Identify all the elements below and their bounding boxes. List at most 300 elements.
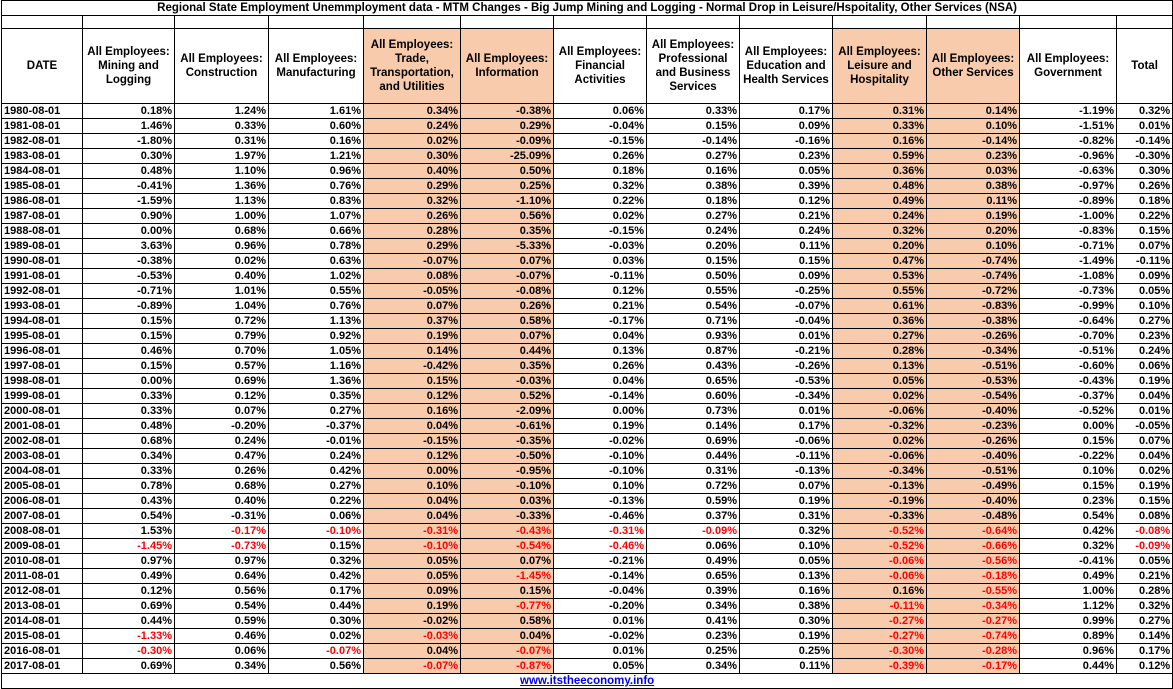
- date-cell: 1986-08-01: [2, 194, 83, 209]
- value-cell: 0.55%: [833, 284, 927, 299]
- value-cell: 0.23%: [927, 149, 1020, 164]
- value-cell: 0.01%: [740, 404, 833, 419]
- value-cell: 0.14%: [647, 419, 740, 434]
- value-cell: 1.01%: [175, 284, 269, 299]
- value-cell: 1.04%: [175, 299, 269, 314]
- value-cell: -0.34%: [740, 389, 833, 404]
- value-cell: 0.00%: [83, 224, 175, 239]
- value-cell: -1.49%: [1020, 254, 1117, 269]
- table-row: [2, 374, 1173, 389]
- value-cell: -1.00%: [1020, 209, 1117, 224]
- value-cell: -0.66%: [927, 539, 1020, 554]
- value-cell: 0.03%: [554, 254, 647, 269]
- value-cell: -0.40%: [927, 494, 1020, 509]
- value-cell: -0.52%: [833, 524, 927, 539]
- value-cell: -0.14%: [554, 569, 647, 584]
- value-cell: 0.12%: [1117, 659, 1173, 674]
- value-cell: 0.16%: [364, 404, 461, 419]
- value-cell: -0.72%: [927, 284, 1020, 299]
- table-row: [2, 269, 1173, 284]
- value-cell: -0.74%: [927, 629, 1020, 644]
- value-cell: 0.14%: [927, 104, 1020, 119]
- value-cell: 0.07%: [175, 404, 269, 419]
- value-cell: 0.22%: [1117, 209, 1173, 224]
- value-cell: -0.27%: [833, 629, 927, 644]
- value-cell: 0.65%: [647, 569, 740, 584]
- header-row: [2, 29, 1173, 104]
- value-cell: -0.10%: [554, 464, 647, 479]
- value-cell: -0.01%: [269, 434, 364, 449]
- value-cell: -0.77%: [461, 599, 554, 614]
- value-cell: 0.34%: [647, 659, 740, 674]
- value-cell: 0.87%: [647, 344, 740, 359]
- value-cell: 0.17%: [1117, 644, 1173, 659]
- value-cell: 0.15%: [647, 254, 740, 269]
- value-cell: 0.20%: [833, 239, 927, 254]
- date-cell: 1996-08-01: [2, 344, 83, 359]
- col-header-construction: All Employees: Construction: [175, 29, 269, 104]
- value-cell: -0.14%: [927, 134, 1020, 149]
- value-cell: 0.24%: [740, 224, 833, 239]
- date-cell: 2007-08-01: [2, 509, 83, 524]
- value-cell: -1.45%: [83, 539, 175, 554]
- value-cell: -0.02%: [554, 434, 647, 449]
- value-cell: 0.34%: [364, 104, 461, 119]
- value-cell: 0.13%: [554, 344, 647, 359]
- value-cell: -0.73%: [1020, 284, 1117, 299]
- value-cell: 0.25%: [647, 644, 740, 659]
- value-cell: 0.59%: [647, 494, 740, 509]
- value-cell: 0.24%: [833, 209, 927, 224]
- value-cell: -0.34%: [927, 599, 1020, 614]
- value-cell: 0.58%: [461, 314, 554, 329]
- col-header-mining-logging: All Employees: Mining and Logging: [83, 29, 175, 104]
- value-cell: 0.47%: [833, 254, 927, 269]
- value-cell: 0.43%: [83, 494, 175, 509]
- value-cell: 0.42%: [269, 569, 364, 584]
- value-cell: 0.76%: [269, 179, 364, 194]
- value-cell: -0.71%: [83, 284, 175, 299]
- value-cell: -0.23%: [927, 419, 1020, 434]
- value-cell: 0.37%: [647, 509, 740, 524]
- table-row: [2, 239, 1173, 254]
- value-cell: 1.36%: [175, 179, 269, 194]
- date-cell: 1987-08-01: [2, 209, 83, 224]
- value-cell: 0.05%: [740, 554, 833, 569]
- value-cell: 0.72%: [647, 479, 740, 494]
- value-cell: 0.65%: [647, 374, 740, 389]
- value-cell: 0.97%: [175, 554, 269, 569]
- value-cell: 0.20%: [647, 239, 740, 254]
- value-cell: -0.82%: [1020, 134, 1117, 149]
- value-cell: 0.24%: [1117, 344, 1173, 359]
- value-cell: 0.41%: [647, 614, 740, 629]
- value-cell: 0.10%: [554, 479, 647, 494]
- value-cell: 0.01%: [740, 329, 833, 344]
- value-cell: -0.42%: [364, 359, 461, 374]
- value-cell: -0.11%: [740, 449, 833, 464]
- date-cell: 1980-08-01: [2, 104, 83, 119]
- value-cell: -0.53%: [83, 269, 175, 284]
- value-cell: 0.01%: [1117, 404, 1173, 419]
- col-header-financial-activities: All Employees: Financial Activities: [554, 29, 647, 104]
- table-row: [2, 359, 1173, 374]
- value-cell: -1.80%: [83, 134, 175, 149]
- value-cell: 0.27%: [647, 209, 740, 224]
- value-cell: 0.26%: [554, 149, 647, 164]
- col-header-information: All Employees: Information: [461, 29, 554, 104]
- value-cell: -0.41%: [83, 179, 175, 194]
- value-cell: 0.96%: [1020, 644, 1117, 659]
- value-cell: 0.08%: [1117, 509, 1173, 524]
- value-cell: -0.07%: [461, 644, 554, 659]
- value-cell: -0.13%: [740, 464, 833, 479]
- value-cell: -0.74%: [927, 254, 1020, 269]
- value-cell: 0.37%: [364, 314, 461, 329]
- value-cell: 0.18%: [647, 194, 740, 209]
- value-cell: -0.43%: [461, 524, 554, 539]
- value-cell: 0.07%: [740, 479, 833, 494]
- value-cell: 0.04%: [1117, 389, 1173, 404]
- table-row: [2, 419, 1173, 434]
- value-cell: 0.19%: [1117, 374, 1173, 389]
- value-cell: -0.08%: [1117, 524, 1173, 539]
- date-cell: 2009-08-01: [2, 539, 83, 554]
- value-cell: -0.10%: [554, 449, 647, 464]
- table-row: [2, 449, 1173, 464]
- value-cell: 0.12%: [364, 449, 461, 464]
- value-cell: 0.35%: [461, 224, 554, 239]
- value-cell: 0.38%: [740, 599, 833, 614]
- value-cell: -2.09%: [461, 404, 554, 419]
- value-cell: -0.03%: [461, 374, 554, 389]
- value-cell: 0.15%: [83, 314, 175, 329]
- value-cell: 1.12%: [1020, 599, 1117, 614]
- value-cell: 0.11%: [927, 194, 1020, 209]
- value-cell: 0.02%: [833, 389, 927, 404]
- value-cell: 0.23%: [1020, 494, 1117, 509]
- date-cell: 2016-08-01: [2, 644, 83, 659]
- value-cell: -0.06%: [833, 404, 927, 419]
- table-row: [2, 464, 1173, 479]
- table-row: [2, 434, 1173, 449]
- table-row: [2, 599, 1173, 614]
- value-cell: 0.23%: [647, 629, 740, 644]
- value-cell: 0.54%: [1020, 509, 1117, 524]
- value-cell: -0.64%: [927, 524, 1020, 539]
- value-cell: 0.15%: [647, 119, 740, 134]
- value-cell: -0.30%: [833, 644, 927, 659]
- value-cell: -0.04%: [740, 314, 833, 329]
- value-cell: -0.25%: [740, 284, 833, 299]
- value-cell: 0.22%: [269, 494, 364, 509]
- value-cell: -0.17%: [175, 524, 269, 539]
- value-cell: -0.05%: [1117, 419, 1173, 434]
- date-cell: 2006-08-01: [2, 494, 83, 509]
- value-cell: 0.04%: [364, 494, 461, 509]
- value-cell: -0.11%: [554, 269, 647, 284]
- value-cell: 0.66%: [269, 224, 364, 239]
- value-cell: 0.96%: [175, 239, 269, 254]
- table-row: [2, 404, 1173, 419]
- value-cell: 0.01%: [1117, 119, 1173, 134]
- value-cell: 0.72%: [175, 314, 269, 329]
- footer-link[interactable]: www.itstheeconomy.info: [520, 675, 655, 687]
- value-cell: -0.06%: [833, 554, 927, 569]
- value-cell: -0.07%: [364, 659, 461, 674]
- value-cell: 0.78%: [83, 479, 175, 494]
- value-cell: 0.78%: [269, 239, 364, 254]
- value-cell: 0.09%: [364, 584, 461, 599]
- value-cell: -0.87%: [461, 659, 554, 674]
- value-cell: 0.59%: [833, 149, 927, 164]
- value-cell: -1.19%: [1020, 104, 1117, 119]
- value-cell: -0.53%: [740, 374, 833, 389]
- value-cell: 0.05%: [1117, 554, 1173, 569]
- table-row: [2, 629, 1173, 644]
- table-row: [2, 104, 1173, 119]
- table-row: [2, 344, 1173, 359]
- value-cell: -0.11%: [833, 599, 927, 614]
- date-cell: 1989-08-01: [2, 239, 83, 254]
- value-cell: 0.16%: [833, 584, 927, 599]
- date-cell: 2008-08-01: [2, 524, 83, 539]
- value-cell: 0.31%: [175, 134, 269, 149]
- value-cell: -0.15%: [554, 134, 647, 149]
- value-cell: 0.36%: [833, 314, 927, 329]
- value-cell: 0.46%: [83, 344, 175, 359]
- value-cell: 0.26%: [175, 464, 269, 479]
- value-cell: -0.99%: [1020, 299, 1117, 314]
- value-cell: -0.02%: [364, 614, 461, 629]
- date-cell: 2017-08-01: [2, 659, 83, 674]
- date-cell: 2014-08-01: [2, 614, 83, 629]
- value-cell: 0.27%: [647, 149, 740, 164]
- value-cell: 0.26%: [364, 209, 461, 224]
- value-cell: 0.02%: [269, 629, 364, 644]
- date-cell: 2001-08-01: [2, 419, 83, 434]
- col-header-education-health: All Employees: Education and Health Services: [740, 29, 833, 104]
- value-cell: -0.30%: [83, 644, 175, 659]
- value-cell: 0.15%: [1020, 479, 1117, 494]
- table-row: [2, 179, 1173, 194]
- value-cell: 1.24%: [175, 104, 269, 119]
- value-cell: 0.28%: [364, 224, 461, 239]
- value-cell: 0.48%: [83, 419, 175, 434]
- value-cell: -0.51%: [927, 359, 1020, 374]
- value-cell: 0.13%: [833, 359, 927, 374]
- table-row: [2, 254, 1173, 269]
- value-cell: -0.61%: [461, 419, 554, 434]
- value-cell: -0.20%: [175, 419, 269, 434]
- footer-cell: [2, 674, 1173, 689]
- value-cell: 0.28%: [1117, 584, 1173, 599]
- value-cell: 0.30%: [740, 614, 833, 629]
- value-cell: -0.14%: [647, 134, 740, 149]
- value-cell: 0.07%: [364, 299, 461, 314]
- value-cell: 0.12%: [83, 584, 175, 599]
- value-cell: 1.02%: [269, 269, 364, 284]
- value-cell: 1.97%: [175, 149, 269, 164]
- value-cell: 1.10%: [175, 164, 269, 179]
- value-cell: 0.27%: [269, 404, 364, 419]
- value-cell: 0.04%: [1117, 449, 1173, 464]
- value-cell: 0.12%: [740, 194, 833, 209]
- value-cell: -0.48%: [927, 509, 1020, 524]
- value-cell: -0.10%: [269, 524, 364, 539]
- value-cell: 0.30%: [83, 149, 175, 164]
- value-cell: 0.15%: [83, 329, 175, 344]
- value-cell: 0.33%: [83, 464, 175, 479]
- value-cell: -0.40%: [927, 449, 1020, 464]
- value-cell: 0.16%: [269, 134, 364, 149]
- value-cell: -0.38%: [927, 314, 1020, 329]
- date-cell: 1995-08-01: [2, 329, 83, 344]
- date-cell: 2004-08-01: [2, 464, 83, 479]
- value-cell: -0.95%: [461, 464, 554, 479]
- value-cell: -0.13%: [833, 479, 927, 494]
- value-cell: 0.48%: [83, 164, 175, 179]
- table-row: [2, 224, 1173, 239]
- table-row: [2, 194, 1173, 209]
- value-cell: -0.64%: [1020, 314, 1117, 329]
- value-cell: -0.71%: [1020, 239, 1117, 254]
- value-cell: 0.44%: [83, 614, 175, 629]
- value-cell: -0.27%: [833, 614, 927, 629]
- value-cell: 0.02%: [554, 209, 647, 224]
- value-cell: -0.35%: [461, 434, 554, 449]
- date-cell: 1982-08-01: [2, 134, 83, 149]
- value-cell: 0.05%: [364, 554, 461, 569]
- value-cell: 0.05%: [364, 569, 461, 584]
- spacer-row: [2, 16, 1173, 29]
- value-cell: 0.53%: [833, 269, 927, 284]
- value-cell: 0.34%: [175, 659, 269, 674]
- value-cell: -0.60%: [1020, 359, 1117, 374]
- value-cell: 0.39%: [647, 584, 740, 599]
- value-cell: 0.99%: [1020, 614, 1117, 629]
- value-cell: 0.49%: [833, 194, 927, 209]
- date-cell: 1997-08-01: [2, 359, 83, 374]
- value-cell: 0.31%: [833, 104, 927, 119]
- value-cell: -0.54%: [927, 389, 1020, 404]
- value-cell: 0.16%: [647, 164, 740, 179]
- value-cell: -0.07%: [269, 644, 364, 659]
- value-cell: -0.52%: [1020, 404, 1117, 419]
- value-cell: -0.11%: [1117, 254, 1173, 269]
- value-cell: 0.14%: [1117, 629, 1173, 644]
- value-cell: 0.18%: [1117, 194, 1173, 209]
- value-cell: 0.06%: [175, 644, 269, 659]
- col-header-government: All Employees: Government: [1020, 29, 1117, 104]
- value-cell: 0.08%: [364, 269, 461, 284]
- value-cell: -0.37%: [269, 419, 364, 434]
- value-cell: -0.46%: [554, 539, 647, 554]
- value-cell: -0.08%: [461, 284, 554, 299]
- value-cell: 0.15%: [269, 539, 364, 554]
- value-cell: -0.09%: [461, 134, 554, 149]
- date-cell: 1999-08-01: [2, 389, 83, 404]
- value-cell: 0.05%: [554, 659, 647, 674]
- value-cell: 1.00%: [175, 209, 269, 224]
- value-cell: 0.24%: [175, 434, 269, 449]
- value-cell: 1.46%: [83, 119, 175, 134]
- value-cell: 0.18%: [83, 104, 175, 119]
- value-cell: 0.22%: [554, 194, 647, 209]
- value-cell: 0.73%: [647, 404, 740, 419]
- value-cell: -0.21%: [740, 344, 833, 359]
- value-cell: 0.24%: [364, 119, 461, 134]
- value-cell: 0.97%: [83, 554, 175, 569]
- value-cell: 0.49%: [83, 569, 175, 584]
- value-cell: 0.19%: [740, 629, 833, 644]
- value-cell: 0.38%: [647, 179, 740, 194]
- value-cell: 0.32%: [833, 224, 927, 239]
- value-cell: 0.56%: [175, 584, 269, 599]
- value-cell: 0.07%: [1117, 239, 1173, 254]
- value-cell: 0.33%: [83, 404, 175, 419]
- value-cell: 0.00%: [364, 464, 461, 479]
- value-cell: 0.10%: [927, 119, 1020, 134]
- value-cell: 0.06%: [1117, 359, 1173, 374]
- value-cell: 1.16%: [269, 359, 364, 374]
- value-cell: 0.55%: [269, 284, 364, 299]
- value-cell: 0.30%: [269, 614, 364, 629]
- value-cell: 0.31%: [647, 464, 740, 479]
- value-cell: -0.22%: [1020, 449, 1117, 464]
- value-cell: 0.07%: [461, 554, 554, 569]
- value-cell: 0.05%: [833, 374, 927, 389]
- value-cell: 0.32%: [1117, 104, 1173, 119]
- value-cell: -0.20%: [554, 599, 647, 614]
- value-cell: -0.83%: [927, 299, 1020, 314]
- value-cell: -0.26%: [740, 359, 833, 374]
- value-cell: 0.07%: [1117, 434, 1173, 449]
- value-cell: -0.96%: [1020, 149, 1117, 164]
- value-cell: -1.45%: [461, 569, 554, 584]
- value-cell: 0.46%: [175, 629, 269, 644]
- value-cell: 0.34%: [83, 449, 175, 464]
- value-cell: -0.17%: [927, 659, 1020, 674]
- table-row: [2, 299, 1173, 314]
- value-cell: 0.54%: [647, 299, 740, 314]
- value-cell: 0.32%: [269, 554, 364, 569]
- value-cell: 0.00%: [1020, 419, 1117, 434]
- value-cell: 0.64%: [175, 569, 269, 584]
- col-header-trade-transportation-utilities: All Employees: Trade, Transportation, and Utilities: [364, 29, 461, 104]
- table-row: [2, 554, 1173, 569]
- date-cell: 2003-08-01: [2, 449, 83, 464]
- date-cell: 2012-08-01: [2, 584, 83, 599]
- value-cell: -0.97%: [1020, 179, 1117, 194]
- value-cell: 0.32%: [1020, 539, 1117, 554]
- date-cell: 1981-08-01: [2, 119, 83, 134]
- value-cell: 0.02%: [175, 254, 269, 269]
- value-cell: 0.02%: [1117, 464, 1173, 479]
- value-cell: -0.10%: [461, 479, 554, 494]
- table-row: [2, 584, 1173, 599]
- value-cell: 0.10%: [364, 479, 461, 494]
- value-cell: 0.15%: [364, 374, 461, 389]
- value-cell: 0.33%: [647, 104, 740, 119]
- value-cell: -0.07%: [364, 254, 461, 269]
- table-row: [2, 644, 1173, 659]
- value-cell: -0.16%: [740, 134, 833, 149]
- value-cell: 0.43%: [647, 359, 740, 374]
- value-cell: 0.28%: [833, 344, 927, 359]
- value-cell: 0.10%: [1020, 464, 1117, 479]
- value-cell: -0.40%: [927, 404, 1020, 419]
